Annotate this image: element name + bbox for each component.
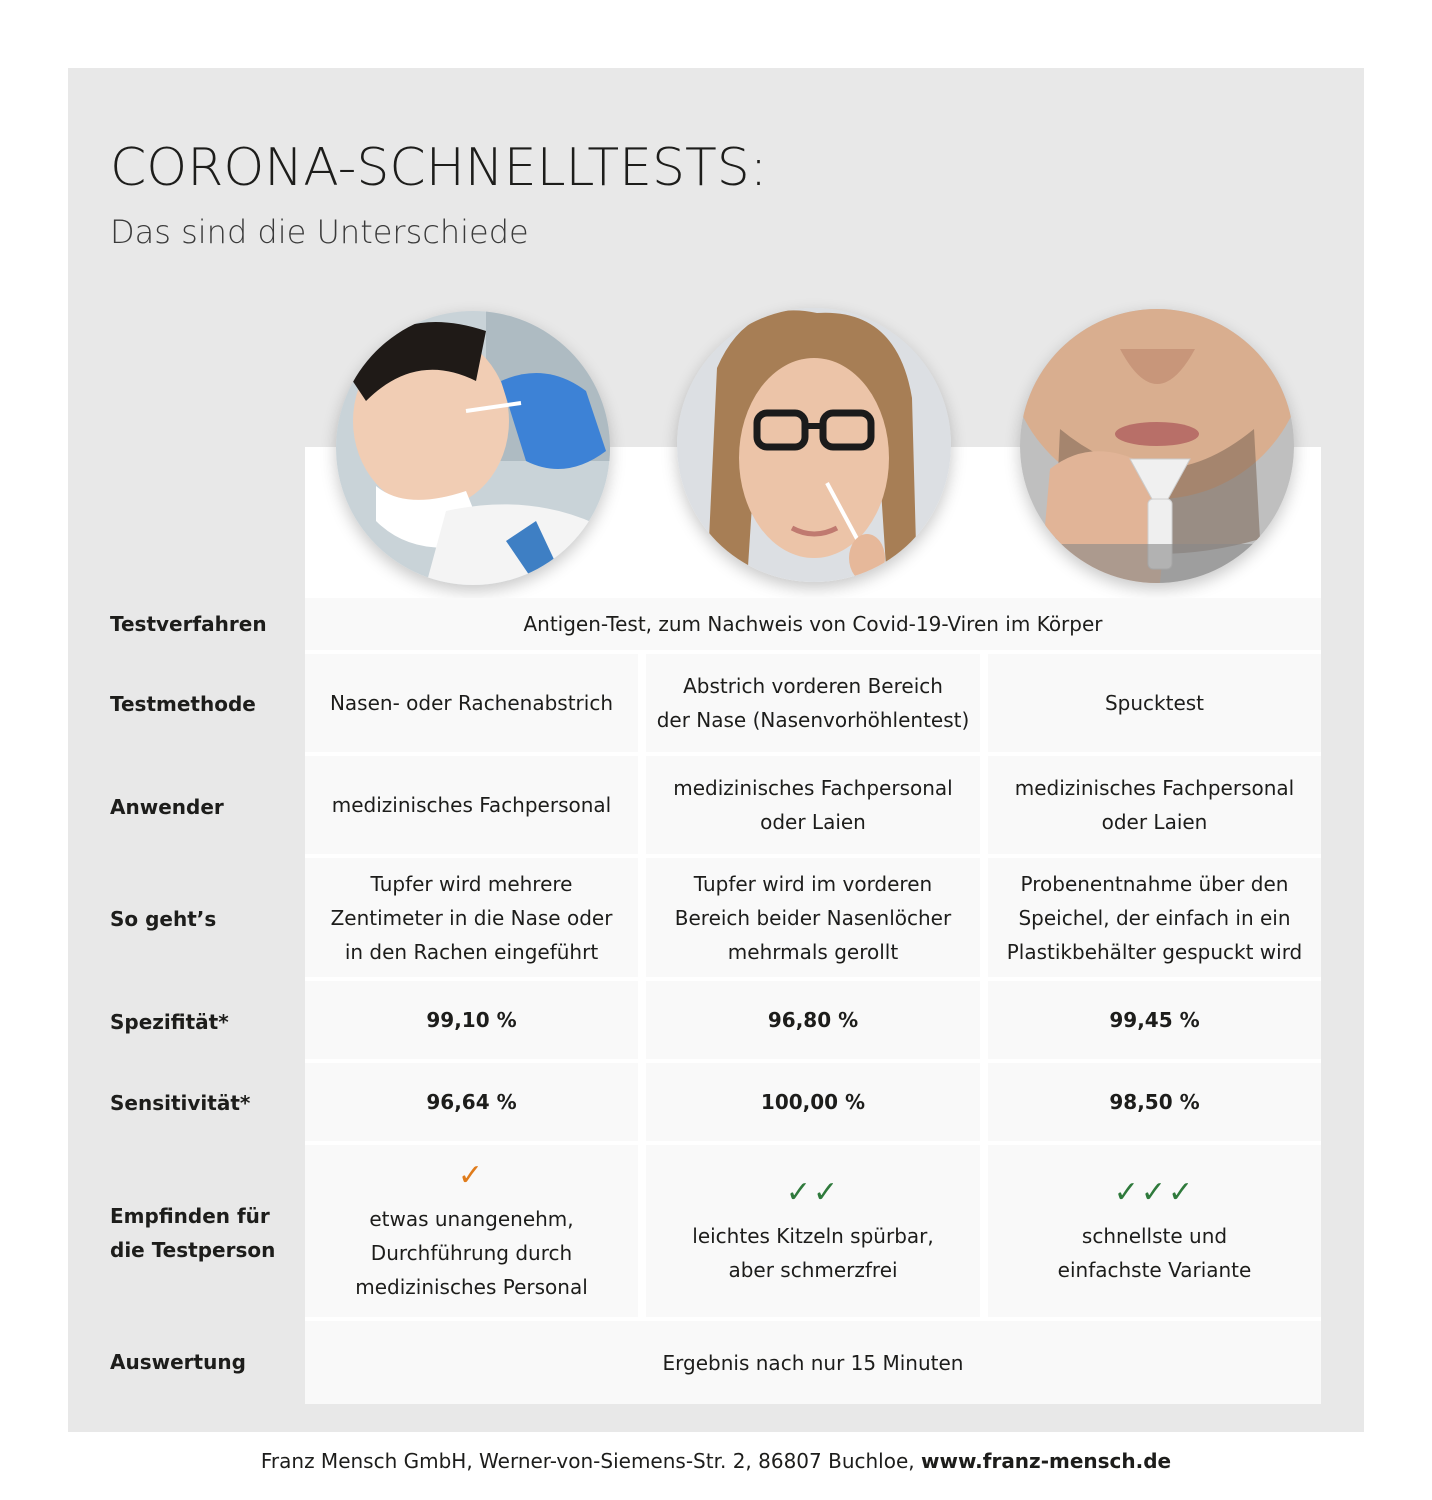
footer-website-link[interactable]: www.franz-mensch.de (921, 1449, 1172, 1473)
row-label-sensitivitaet: Sensitivität* (110, 1091, 251, 1115)
so-gehts-col2 (646, 858, 980, 977)
empfinden-col1-line3: medizinisches Personal (355, 1275, 588, 1299)
empfinden-col3-line1: schnellste und (1081, 1224, 1228, 1248)
empfinden-col1-line2: Durchführung durch (370, 1241, 573, 1265)
spezifitaet-col3: 99,45 % (988, 981, 1321, 1059)
footer-imprint (0, 1446, 1432, 1476)
so-gehts-col2-line1: Tupfer wird im vorderen (693, 871, 933, 896)
empfinden-col3 (988, 1145, 1321, 1317)
empfinden-col2-line1: leichtes Kitzeln spürbar, (692, 1224, 934, 1248)
row-label-empfinden-line2: die Testperson (110, 1238, 276, 1262)
empfinden-col2-line2: aber schmerzfrei (728, 1258, 898, 1282)
sensitivitaet-col1: 96,64 % (305, 1063, 638, 1141)
so-gehts-col3-line1: Probenentnahme über den (1020, 871, 1289, 896)
so-gehts-col3-line3: Plastikbehälter gespuckt wird (1006, 939, 1303, 964)
empfinden-col1 (305, 1145, 638, 1317)
testmethode-col2-line2: der Nase (Nasenvorhöhlentest) (656, 708, 970, 732)
so-gehts-col2-line3: mehrmals gerollt (727, 939, 899, 964)
sensitivitaet-col2: 100,00 % (646, 1063, 980, 1141)
check-icon-rating: ✓ (457, 1158, 486, 1193)
anwender-col3 (988, 756, 1321, 854)
empfinden-col1-line1: etwas unangenehm, (369, 1207, 574, 1231)
so-gehts-col1-line3: in den Rachen eingeführt (344, 939, 599, 964)
empfinden-col2 (646, 1145, 980, 1317)
anwender-col2 (646, 756, 980, 854)
row-label-spezifitaet: Spezifität* (110, 1010, 229, 1034)
row-label-testverfahren: Testverfahren (110, 612, 267, 636)
anwender-col3-line1: medizinisches Fachpersonal (1014, 776, 1295, 800)
anwender-col2-line1: medizinisches Fachpersonal (673, 776, 953, 800)
row-label-empfinden-line1: Empfinden für (110, 1204, 270, 1228)
testmethode-col2 (646, 654, 980, 752)
spezifitaet-col2: 96,80 % (646, 981, 980, 1059)
row-label-auswertung: Auswertung (110, 1350, 246, 1374)
testmethode-col2-line1: Abstrich vorderen Bereich (683, 674, 943, 698)
check-icon-rating: ✓✓✓ (1113, 1175, 1196, 1210)
spucktest-image (1020, 309, 1294, 583)
nasen-rachenabstrich-photo (336, 311, 610, 585)
so-gehts-col1-line1: Tupfer wird mehrere (370, 871, 573, 896)
so-gehts-col3 (988, 858, 1321, 977)
check-icon-rating: ✓✓ (785, 1175, 841, 1210)
page-title: CORONA-SCHNELLTESTS: (110, 138, 768, 198)
anwender-col1: medizinisches Fachpersonal (305, 756, 638, 854)
so-gehts-col1 (305, 858, 638, 977)
so-gehts-col1-line2: Zentimeter in die Nase oder (330, 905, 613, 930)
empfinden-col3-line2: einfachste Variante (1057, 1258, 1252, 1282)
row-label-anwender: Anwender (110, 795, 224, 819)
row-label-testmethode: Testmethode (110, 692, 256, 716)
spucktest-photo (1020, 309, 1294, 583)
spezifitaet-col1: 99,10 % (305, 981, 638, 1059)
sensitivitaet-col3: 98,50 % (988, 1063, 1321, 1141)
nasenvorhoehlentest-image (677, 308, 951, 582)
row-label-so-gehts: So geht’s (110, 907, 217, 931)
footer-address: Franz Mensch GmbH, Werner-von-Siemens-Str. 2, 86807 Buchloe, (260, 1449, 921, 1473)
row-label-empfinden (110, 1198, 275, 1268)
testverfahren-value: Antigen-Test, zum Nachweis von Covid-19-Viren im Körper (305, 598, 1321, 650)
nasen-rachenabstrich-image (336, 311, 610, 585)
anwender-col2-line2: oder Laien (760, 810, 866, 834)
so-gehts-col2-line2: Bereich beider Nasenlöcher (674, 905, 952, 930)
testmethode-col1: Nasen- oder Rachenabstrich (305, 654, 638, 752)
testmethode-col3: Spucktest (988, 654, 1321, 752)
anwender-col3-line2: oder Laien (1101, 810, 1208, 834)
so-gehts-col3-line2: Speichel, der einfach in ein (1018, 905, 1291, 930)
auswertung-value: Ergebnis nach nur 15 Minuten (305, 1321, 1321, 1404)
page-subtitle: Das sind die Unterschiede (110, 213, 529, 251)
nasenvorhoehlentest-photo (677, 308, 951, 582)
